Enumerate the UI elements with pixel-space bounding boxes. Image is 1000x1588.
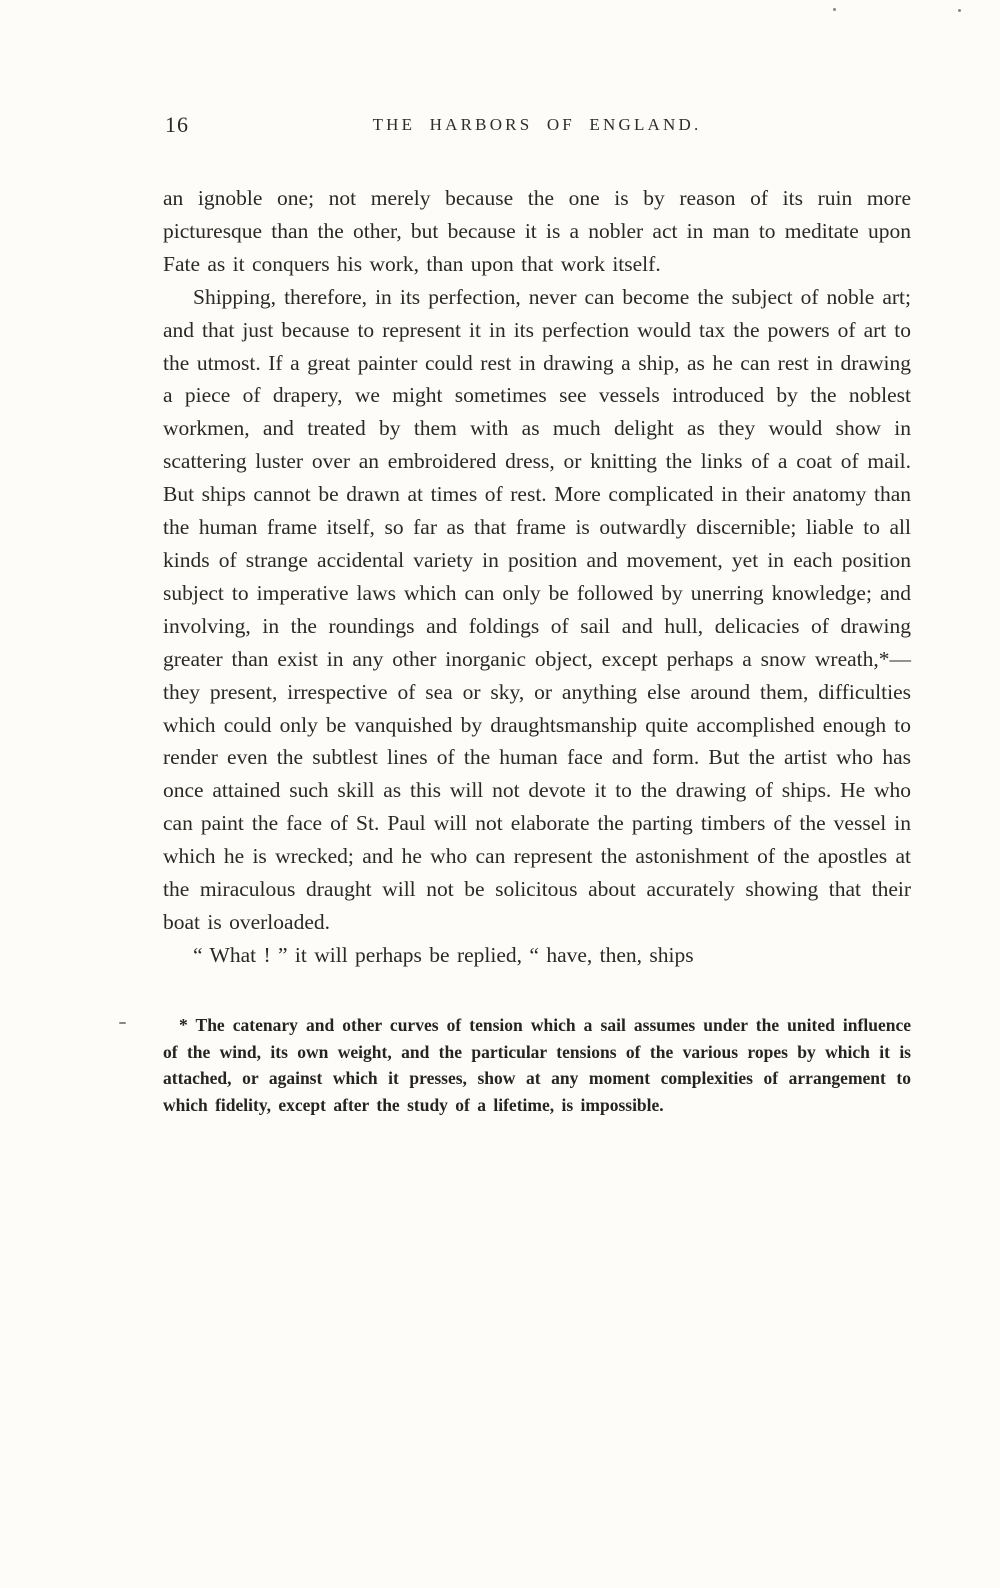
running-head <box>163 112 911 142</box>
body-text <box>163 182 911 972</box>
page-content <box>163 112 911 1119</box>
page-number: 16 <box>165 112 189 137</box>
paragraph-quote: “ What ! ” it will perhaps be replied, “ have, then, ships <box>193 942 694 967</box>
running-title: THE HARBORS OF ENGLAND. <box>372 115 702 134</box>
scan-artifact-dot <box>958 9 961 12</box>
scan-artifact-dash <box>119 1022 126 1024</box>
paragraph-continuation: an ignoble one; not merely because the one is by reason of its ruin more picturesque than the other, but because it is a nobler act in man to meditate upon Fate as it conquers his work, than upon that work itself. <box>163 186 911 276</box>
footnote: * The catenary and other curves of tension which a sail assumes under the united influence of the wind, its own weight, and the particular tensions of the various ropes by which it is attached, or against which it presses, show at any moment complexities of arrangement to which fidelity, except after the study of a lifetime, is impossible. <box>163 1014 911 1116</box>
paragraph-shipping: Shipping, therefore, in its perfection, never can become the subject of noble art; and that just because to represent it in its perfection would tax the powers of art to the utmost. If a great painter could rest in drawing a ship, as he can rest in drawing a piece of drapery, we might sometimes see vessels introduced by the noblest workmen, and treated by them with as much delight as they would show in scattering luster over an embroidered dress, or knitting the links of a coat of mail. But ships cannot be drawn at times of rest. More complicated in their anatomy than the human frame itself, so far as that frame is outwardly discernible; liable to all kinds of strange accidental variety in position and movement, yet in each position subject to imperative laws which can only be followed by unerring knowledge; and involving, in the roundings and foldings of sail and hull, delicacies of drawing greater than exist in any other inorganic object, except perhaps a snow wreath,*—they present, irrespective of sea or sky, or anything else around them, difficulties which could only be vanquished by draughtsmanship quite accomplished enough to render even the subtlest lines of the human face and form. But the artist who has once attained such skill as this will not devote it to the drawing of ships. He who can paint the face of St. Paul will not elaborate the parting timbers of the vessel in which he is wrecked; and he who can represent the astonishment of the apostles at the miraculous draught will not be solicitous about accurately showing that their boat is overloaded. <box>163 284 911 934</box>
scan-artifact-dot <box>833 8 836 11</box>
